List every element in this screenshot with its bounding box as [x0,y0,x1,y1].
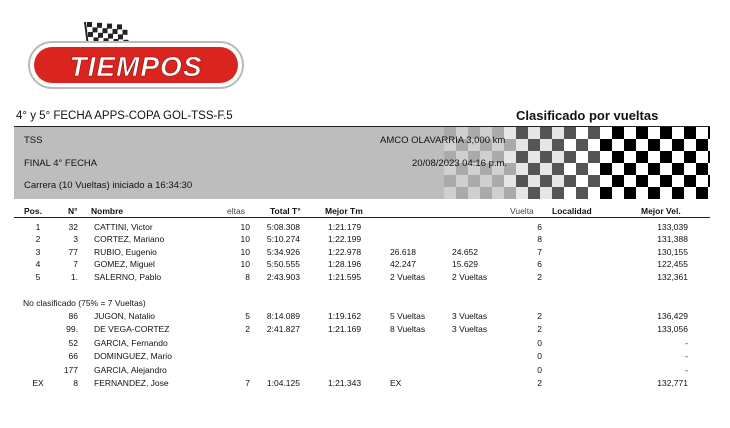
col-num: N° [68,206,78,216]
cell-best-lap: 6 [537,259,542,269]
cell-best-lap: 8 [537,234,542,244]
cell-best: 1:21.169 [328,324,362,334]
cell-pos: EX [32,378,44,388]
cell-speed: - [685,365,688,375]
table-row [0,378,730,391]
cell-best: 1:21.343 [328,378,362,388]
document-type: Clasificado por vueltas [516,108,659,123]
col-best-speed: Mejor Vel. [641,206,681,216]
cell-best: 1:22.978 [328,247,362,257]
cell-speed: - [685,351,688,361]
cell-name: DOMINGUEZ, Mario [94,351,172,361]
cell-num: 66 [68,351,78,361]
cell-best-lap: 0 [537,351,542,361]
cell-name: GARCIA, Alejandro [94,365,167,375]
category-label: TSS [24,135,43,146]
cell-gap1: 5 Vueltas [390,311,426,321]
cell-num: 3 [73,234,78,244]
cell-num: 177 [63,365,78,375]
cell-total: 2:41.827 [266,324,300,334]
cell-best-lap: 0 [537,365,542,375]
cell-speed: 130,155 [657,247,688,257]
cell-laps: 10 [240,234,250,244]
cell-pos: 2 [35,234,41,244]
cell-laps: 7 [245,378,250,388]
table-row [0,272,730,285]
cell-name: CATTINI, Victor [94,222,153,232]
datetime-label: 20/08/2023 04:16 p.m. [412,158,508,169]
cell-best: 1:19.162 [328,311,362,321]
cell-total: 5:08.308 [266,222,300,232]
cell-total: 5:50.555 [266,259,300,269]
track-label: AMCO OLAVARRIA 3,000 km [380,135,506,146]
cell-speed: 136,429 [657,311,688,321]
cell-num: 8 [73,378,78,388]
cell-num: 32 [68,222,78,232]
cell-best-lap: 2 [537,324,542,334]
cell-speed: 133,039 [657,222,688,232]
cell-name: GARCIA, Fernando [94,338,168,348]
cell-best-lap: 7 [537,247,542,257]
cell-total: 2:43.903 [266,272,300,282]
col-pos: Pos. [24,206,42,216]
session-label: FINAL 4° FECHA [24,158,98,169]
table-row [0,324,730,337]
cell-num: 1. [70,272,78,282]
cell-gap2: 24.652 [452,247,478,257]
cell-best: 1:22.199 [328,234,362,244]
cell-pos: 5 [35,272,41,282]
table-row [0,234,730,247]
cell-name: DE VEGA-CORTEZ [94,324,170,334]
event-title: 4° y 5° FECHA APPS-COPA GOL-TSS-F.5 [16,110,233,122]
table-row [0,365,730,378]
cell-speed: - [685,338,688,348]
col-best: Mejor Tm [325,206,363,216]
cell-best: 1:21.179 [328,222,362,232]
cell-speed: 133,056 [657,324,688,334]
cell-gap2: 2 Vueltas [452,272,488,282]
cell-total: 5:34.926 [266,247,300,257]
session-info-box [14,127,710,199]
cell-speed: 132,771 [657,378,688,388]
cell-num: 52 [68,338,78,348]
non-classified-label: No clasificado (75% = 7 Vueltas) [23,298,146,308]
cell-best-lap: 2 [537,272,542,282]
cell-gap1: EX [390,378,402,388]
cell-name: FERNANDEZ, Jose [94,378,169,388]
cell-name: SALERNO, Pablo [94,272,162,282]
cell-total: 5:10.274 [266,234,300,244]
cell-gap2: 3 Vueltas [452,324,488,334]
cell-name: GOMEZ, Miguel [94,259,155,269]
tiempos-logo [27,20,245,90]
col-locality: Localidad [552,206,592,216]
cell-best-lap: 2 [537,311,542,321]
cell-total: 8:14.089 [266,311,300,321]
cell-best: 1:28.196 [328,259,362,269]
cell-pos: 1 [35,222,41,232]
table-row [0,311,730,324]
cell-num: 86 [68,311,78,321]
cell-gap1: 2 Vueltas [390,272,426,282]
cell-gap1: 8 Vueltas [390,324,426,334]
cell-num: 77 [68,247,78,257]
table-row [0,351,730,364]
header-divider [14,217,710,218]
cell-best-lap: 6 [537,222,542,232]
col-laps: eltas [227,206,245,216]
cell-laps: 10 [240,247,250,257]
cell-name: CORTEZ, Mariano [94,234,165,244]
col-best-lap: Vuelta [510,206,534,216]
cell-gap2: 3 Vueltas [452,311,488,321]
cell-speed: 131,388 [657,234,688,244]
cell-num: 7 [73,259,78,269]
cell-num: 99. [66,324,78,334]
cell-gap2: 15.629 [452,259,478,269]
cell-speed: 132,361 [657,272,688,282]
cell-laps: 2 [245,324,250,334]
start-label: Carrera (10 Vueltas) iniciado a 16:34:30 [24,180,193,191]
table-row [0,259,730,272]
cell-gap1: 26.618 [390,247,416,257]
cell-laps: 8 [245,272,250,282]
cell-pos: 3 [35,247,41,257]
title-row [14,108,710,127]
cell-name: RUBIO, Eugenio [94,247,157,257]
cell-pos: 4 [35,259,41,269]
cell-laps: 10 [240,259,250,269]
table-row [0,338,730,351]
cell-best: 1:21.595 [328,272,362,282]
col-name: Nombre [91,206,124,216]
logo-text: TIEMPOS [69,51,203,82]
cell-total: 1:04.125 [266,378,300,388]
cell-best-lap: 0 [537,338,542,348]
cell-best-lap: 2 [537,378,542,388]
cell-gap1: 42.247 [390,259,416,269]
col-total: Total T° [270,206,301,216]
cell-laps: 5 [245,311,250,321]
cell-speed: 122,455 [657,259,688,269]
cell-laps: 10 [240,222,250,232]
cell-name: JUGON, Natalio [94,311,155,321]
